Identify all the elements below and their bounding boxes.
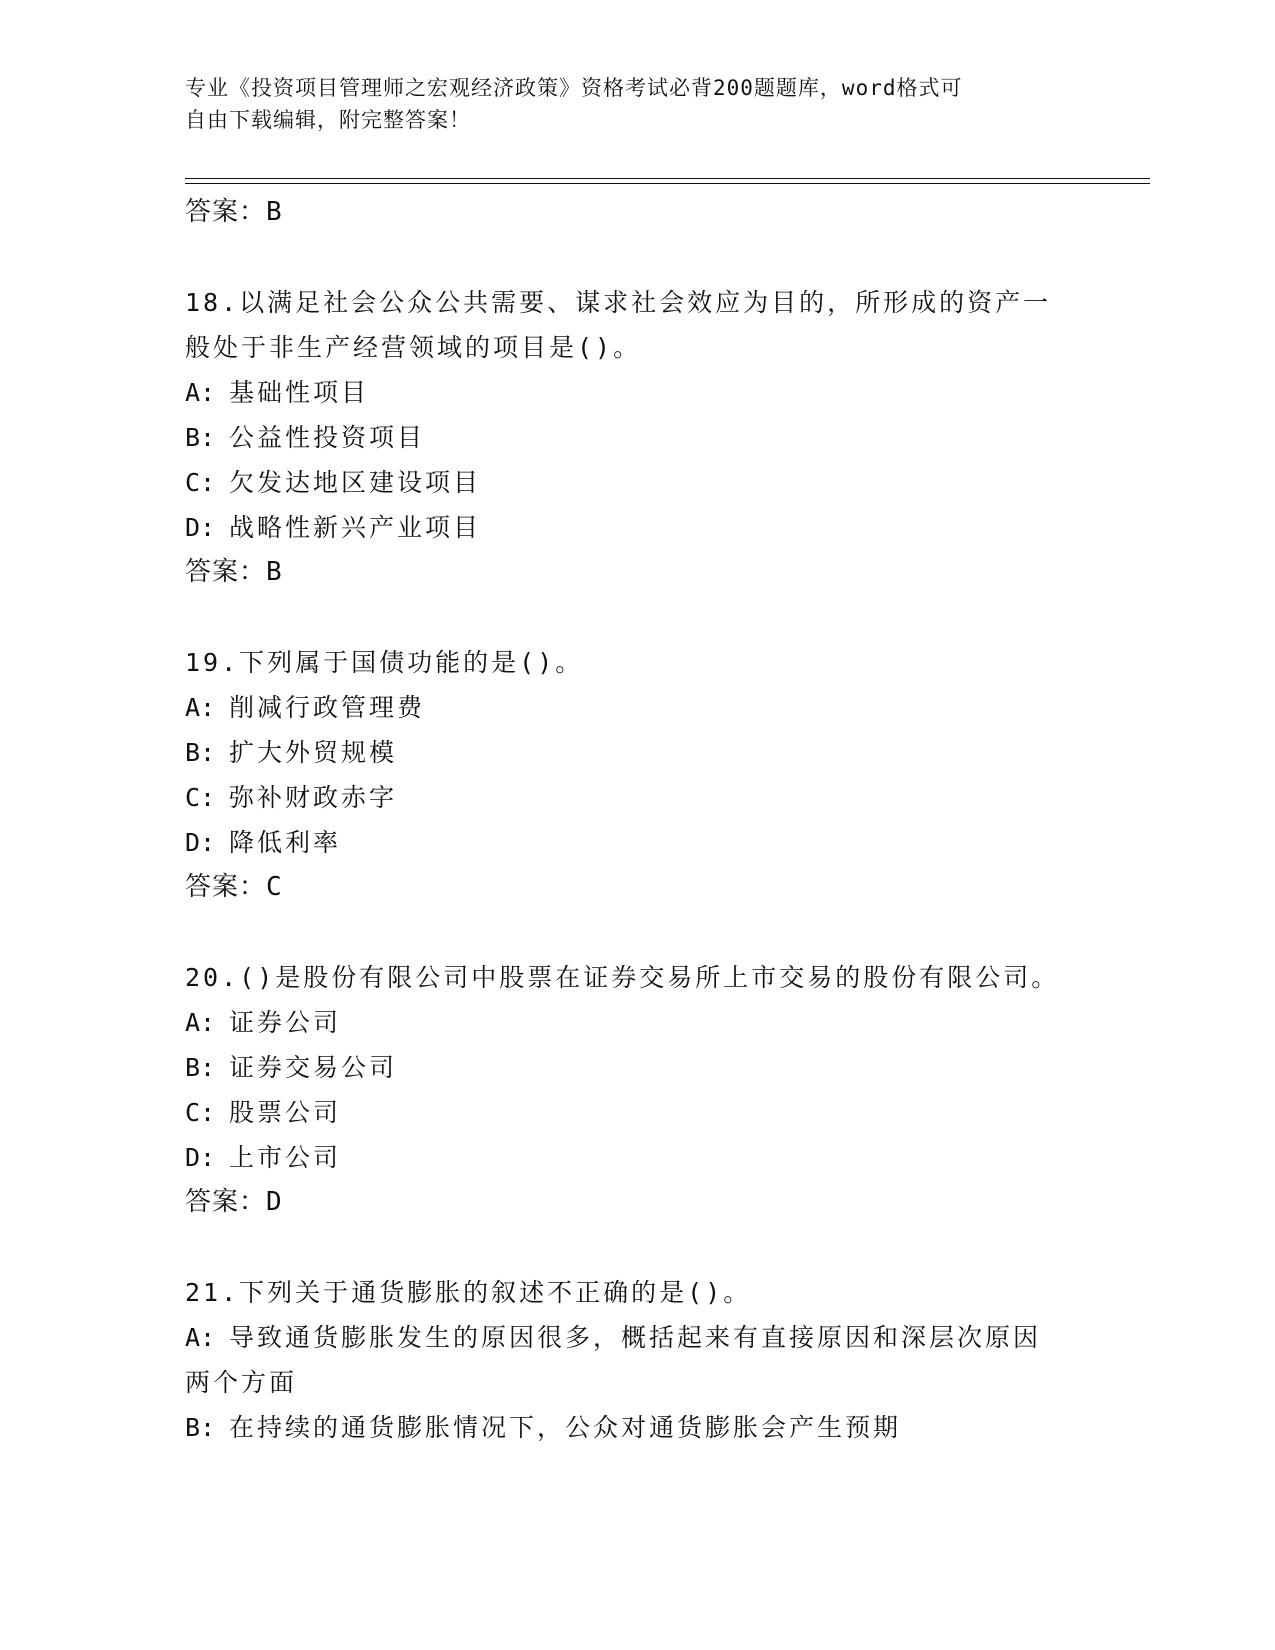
answer-prefix: 答案：: [185, 1187, 267, 1217]
header-line-1: 专业《投资项目管理师之宏观经济政策》资格考试必背200题题库，word格式可: [185, 76, 963, 100]
option-text: 弥补财政赤字: [229, 783, 398, 812]
option-text: 在持续的通货膨胀情况下，公众对通货膨胀会产生预期: [229, 1413, 902, 1442]
option-text: 导致通货膨胀发生的原因很多，概括起来有直接原因和深层次原因: [229, 1323, 1042, 1352]
option-c: [185, 460, 1065, 505]
question-19: [185, 640, 1065, 910]
option-label: A:: [185, 693, 216, 722]
question-stem: 18.以满足社会公众公共需要、谋求社会效应为目的，所形成的资产一: [185, 288, 1052, 317]
document-header: [185, 72, 1065, 136]
option-label: D:: [185, 1143, 216, 1172]
header-rule-top: [185, 178, 1150, 179]
question-21: [185, 1270, 1065, 1450]
question-stem-cont: 般处于非生产经营领域的项目是()。: [185, 333, 642, 362]
option-label: A:: [185, 1008, 216, 1037]
option-text: 扩大外贸规模: [229, 738, 398, 767]
option-text: 证券公司: [229, 1008, 342, 1037]
option-label: B:: [185, 1053, 216, 1082]
question-stem: 19.下列属于国债功能的是()。: [185, 648, 584, 677]
option-c: [185, 1090, 1065, 1135]
option-text: 降低利率: [229, 828, 342, 857]
option-label: D:: [185, 513, 216, 542]
option-text: 股票公司: [229, 1098, 342, 1127]
option-a-cont: 两个方面: [185, 1368, 298, 1397]
answer: [185, 550, 1065, 595]
option-label: C:: [185, 1098, 216, 1127]
option-label: B:: [185, 738, 216, 767]
answer-prefix: 答案：: [185, 557, 267, 587]
option-label: C:: [185, 468, 216, 497]
answer-value: D: [266, 1187, 283, 1217]
option-label: D:: [185, 828, 216, 857]
answer-prefix: 答案：: [185, 872, 267, 902]
question-list: [185, 190, 1065, 1450]
question-stem: 21.下列关于通货膨胀的叙述不正确的是()。: [185, 1278, 752, 1307]
option-text: 削减行政管理费: [229, 693, 426, 722]
question-stem: 20.()是股份有限公司中股票在证券交易所上市交易的股份有限公司。: [185, 963, 1060, 992]
option-text: 公益性投资项目: [229, 423, 426, 452]
option-b: [185, 415, 1065, 460]
option-text: 证券交易公司: [229, 1053, 398, 1082]
option-a: [185, 1315, 1065, 1360]
question-18: [185, 280, 1065, 595]
option-a: [185, 1000, 1065, 1045]
option-text: 上市公司: [229, 1143, 342, 1172]
answer: [185, 1180, 1065, 1225]
option-a: [185, 685, 1065, 730]
answer-value: C: [266, 872, 283, 902]
option-label: A:: [185, 378, 216, 407]
answer-value: B: [266, 557, 283, 587]
option-d: [185, 1135, 1065, 1180]
option-text: 欠发达地区建设项目: [229, 468, 482, 497]
answer-value: B: [266, 197, 283, 227]
option-d: [185, 505, 1065, 550]
answer: [185, 865, 1065, 910]
option-label: B:: [185, 423, 216, 452]
option-d: [185, 820, 1065, 865]
answer-prefix: 答案：: [185, 197, 267, 227]
option-b: [185, 1405, 1065, 1450]
option-text: 基础性项目: [229, 378, 370, 407]
option-a: [185, 370, 1065, 415]
prev-answer: [185, 190, 1065, 235]
question-20: [185, 955, 1065, 1225]
option-label: C:: [185, 783, 216, 812]
header-line-2: 自由下载编辑，附完整答案！: [185, 108, 471, 132]
option-text: 战略性新兴产业项目: [229, 513, 482, 542]
option-c: [185, 775, 1065, 820]
option-label: B:: [185, 1413, 216, 1442]
header-rule-bottom: [185, 183, 1150, 184]
option-b: [185, 1045, 1065, 1090]
option-label: A:: [185, 1323, 216, 1352]
option-b: [185, 730, 1065, 775]
